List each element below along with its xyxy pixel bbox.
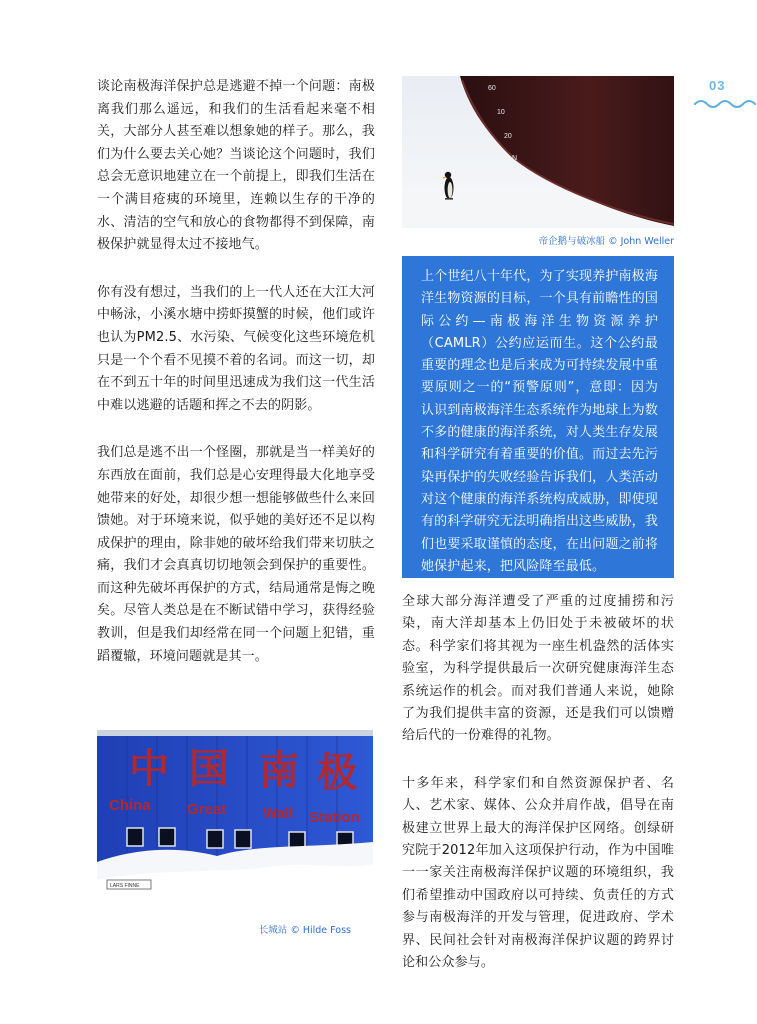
photo-great-wall-station <box>97 730 373 916</box>
sign-word-china: China <box>109 797 151 814</box>
hull-mark-20: 20 <box>504 133 512 140</box>
sign-word-station: Station <box>309 809 360 826</box>
left-column <box>97 76 375 693</box>
right-column <box>402 591 674 1000</box>
hull-mark-10: 10 <box>497 109 505 116</box>
station-plaque-text: LARS FINNE <box>110 883 140 889</box>
sign-char-nan: 南 <box>259 747 299 794</box>
paragraph-southern-ocean: 全球大部分海洋遭受了严重的过度捕捞和污染，南大洋却基本上仍旧处于未被破坏的状态。科学家们将其视为一座生机盎然的活体实验室，为科学提供最后一次研究健康海洋生态系统运作的机会。而对我们普通人来说，她除了为我们提供丰富的资源，还是我们可以馈赠给后代的一份难得的礼物。 <box>402 594 674 744</box>
photo-penguin-icebreaker <box>402 76 674 228</box>
paragraph-intro: 谈论南极海洋保护总是逃避不掉一个问题：南极离我们那么遥远，和我们的生活看起来毫不相关，大部分人甚至难以想象她的样子。那么，我们为什么要去关心她？当谈论这个问题时，我们总会无意识地建立在一个前提上，即我们生活在一个满目疮痍的环境里，连赖以生存的干净的水、清洁的空气和放心的食物都得不到保障，南极保护就显得太过不接地气。 <box>97 79 375 253</box>
sign-word-great: Great <box>187 801 227 818</box>
paragraph-vicious-circle: 我们总是逃不出一个怪圈，那就是当一样美好的东西放在面前，我们总是心安理得最大化地享受她带来的好处，却很少想一想能够做些什么来回馈她。对于环境来说，似乎她的美好还不足以构成保护的理由，除非她的破坏给我们带来切肤之痛，我们才会真真切切地领会到保护的重要性。而这种先破坏再保护的方式，结局通常是悔之晚矣。尽管人类总是在不断试错中学习，获得经验教训，但是我们却经常在同一个问题上犯错，重蹈覆辙，环境问题就是其一。 <box>97 445 375 664</box>
paragraph-advocacy: 十多年来，科学家们和自然资源保护者、名人、艺术家、媒体、公众并肩作战，倡导在南极建立世界上最大的海洋保护区网络。创绿研究院于2012年加入这项保护行动，作为中国唯一一家关注南极海洋保护议题的环境组织，我们希望推动中国政府以可持续、负责任的方式参与南极海洋的开发与管理，促进政府、学术界、民间社会针对南极海洋保护议题的跨界讨论和公众参与。 <box>402 775 674 971</box>
highlight-box-camlr <box>402 256 674 578</box>
sign-char-zhong: 中 <box>129 745 169 792</box>
sign-word-wall: Wall <box>263 805 294 822</box>
photo-caption-station: 长城站 © Hilde Foss <box>258 925 351 936</box>
station-illustration <box>97 730 373 916</box>
page-number: 03 <box>709 78 726 93</box>
photo-caption-penguin: 帝企鹅与破冰船 © John Weller <box>538 236 674 247</box>
sign-char-ji: 极 <box>317 749 357 796</box>
hull-mark-n: N <box>512 155 518 162</box>
icebreaker-illustration <box>402 76 674 228</box>
hull-mark-60: 60 <box>488 85 496 92</box>
wave-decoration-icon <box>693 96 757 110</box>
sign-char-guo: 国 <box>189 745 229 792</box>
paragraph-previous-generation: 你有没有想过，当我们的上一代人还在大江大河中畅泳，小溪水塘中捞虾摸蟹的时候，他们或许也认为PM2.5、水污染、气候变化这些环境危机只是一个个看不见摸不着的名词。而这一切，却在不到五十年的时间里迅速成为我们这一代生活中难以逃避的话题和挥之不去的阴影。 <box>97 284 375 413</box>
highlight-text: 上个世纪八十年代，为了实现养护南极海洋生物资源的目标，一个具有前瞻性的国际公约—南极海洋生物资源养护（CAMLR）公约应运而生。这个公约最重要的理念也是后来成为可持续发展中重要原则之一的“预警原则”，意即：因为认识到南极海洋生态系统作为地球上为数不多的健康的海洋系统，对人类生存发展和科学研究有着重要的价值。而过去先污染再保护的失败经验告诉我们，人类活动对这个健康的海洋系统构成威胁，即使现有的科学研究无法明确指出这些威胁，我们也要采取谨慎的态度，在出问题之前将她保护起来，把风险降至最低。 <box>421 269 658 574</box>
